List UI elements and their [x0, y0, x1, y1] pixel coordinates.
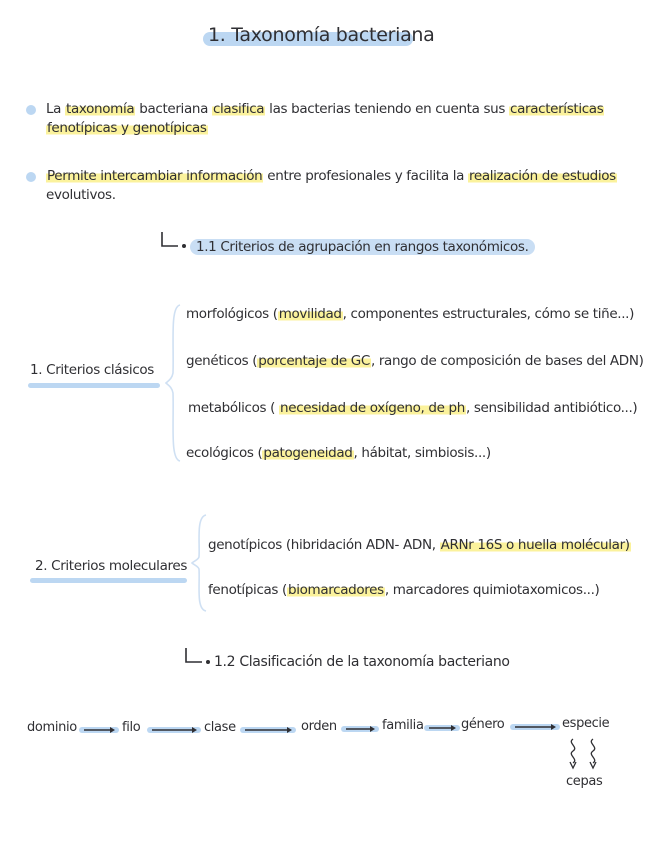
- text-segment: metabólicos (: [188, 400, 280, 416]
- text-segment: , componentes estructurales, cómo se tiñe...): [342, 306, 635, 322]
- subsection-heading-text: 1.1 Criterios de agrupación en rangos taxonómicos.: [190, 239, 535, 255]
- group1-label: 1. Criterios clásicos: [30, 362, 154, 378]
- group1-item-2: [186, 352, 644, 370]
- strains-label: cepas: [566, 774, 603, 789]
- group1-item-4: [186, 444, 491, 462]
- hierarchy-genero: género: [461, 717, 505, 732]
- group2-underline: [30, 578, 187, 583]
- highlighted-text: necesidad de oxígeno, de ph: [280, 400, 465, 416]
- hierarchy-familia: familia: [382, 718, 424, 733]
- bullet-1-line-1: [46, 100, 604, 118]
- text-segment: , sensibilidad antibiótico...): [465, 400, 638, 416]
- arrow-icon: [427, 723, 459, 733]
- group2-label: 2. Criterios moleculares: [35, 558, 188, 574]
- arrow-icon: [513, 722, 559, 732]
- highlighted-text: porcentaje de GC: [258, 353, 370, 369]
- group2-item-2: [208, 581, 599, 599]
- highlighted-text: Permite intercambiar información: [47, 168, 263, 184]
- highlighted-text: movilidad: [278, 306, 342, 322]
- text-segment: , marcadores quimiotaxomicos...): [384, 582, 600, 598]
- group1-brace: [164, 303, 184, 463]
- group2-brace: [190, 513, 210, 613]
- highlighted-text: ARNr 16S o huella molécular): [440, 537, 630, 553]
- highlighted-text: fenotípicas y genotípicas: [47, 120, 207, 136]
- hierarchy-especie: especie: [562, 716, 610, 731]
- squiggle-arrow-icon: [566, 738, 580, 772]
- text-segment: , hábitat, simbiosis...): [353, 445, 491, 461]
- highlighted-text: taxonomía: [66, 101, 135, 117]
- highlighted-text: realización de estudios: [468, 168, 616, 184]
- bullet-2-line-1: [46, 167, 617, 185]
- group1-underline: [28, 383, 160, 388]
- corner-arrow-icon: [160, 230, 190, 252]
- highlighted-text: características: [510, 101, 604, 117]
- group1-item-3: [188, 399, 637, 417]
- text-segment: bacteriana: [135, 101, 212, 117]
- text-segment: ecológicos (: [186, 445, 263, 461]
- text-segment: evolutivos.: [46, 187, 116, 203]
- bullet-dot: [26, 172, 36, 182]
- group1-item-1: [186, 305, 634, 323]
- text-segment: las bacterias teniendo en cuenta sus: [265, 101, 509, 117]
- corner-arrow-icon: [184, 646, 214, 668]
- group2-item-1: [208, 536, 631, 554]
- subsection-heading: [190, 238, 535, 256]
- bullet-1-line-2: [46, 119, 208, 137]
- highlighted-text: patogeneidad: [263, 445, 353, 461]
- bullet-2-line-2: [46, 186, 116, 204]
- arrow-icon: [150, 725, 200, 735]
- arrow-icon: [243, 725, 295, 735]
- bullet-dot: [26, 105, 36, 115]
- highlighted-text: biomarcadores: [287, 582, 384, 598]
- text-segment: , rango de composición de bases del ADN): [370, 353, 644, 369]
- hierarchy-orden: orden: [301, 719, 337, 734]
- hierarchy-filo: filo: [122, 720, 141, 735]
- arrow-icon: [344, 724, 378, 734]
- arrow-icon: [82, 725, 118, 735]
- page-title: 1. Taxonomía bacteriana: [208, 24, 435, 46]
- text-segment: genotípicos (hibridación ADN- ADN,: [208, 537, 440, 553]
- subsection-heading: 1.2 Clasificación de la taxonomía bacteriano: [214, 654, 510, 670]
- text-segment: fenotípicas (: [208, 582, 287, 598]
- text-segment: genéticos (: [186, 353, 258, 369]
- highlighted-text: clasifica: [212, 101, 265, 117]
- text-segment: La: [46, 101, 66, 117]
- hierarchy-clase: clase: [204, 720, 236, 735]
- text-segment: entre profesionales y facilita la: [263, 168, 468, 184]
- squiggle-arrow-icon: [586, 738, 600, 772]
- hierarchy-dominio: dominio: [27, 720, 77, 735]
- text-segment: morfológicos (: [186, 306, 278, 322]
